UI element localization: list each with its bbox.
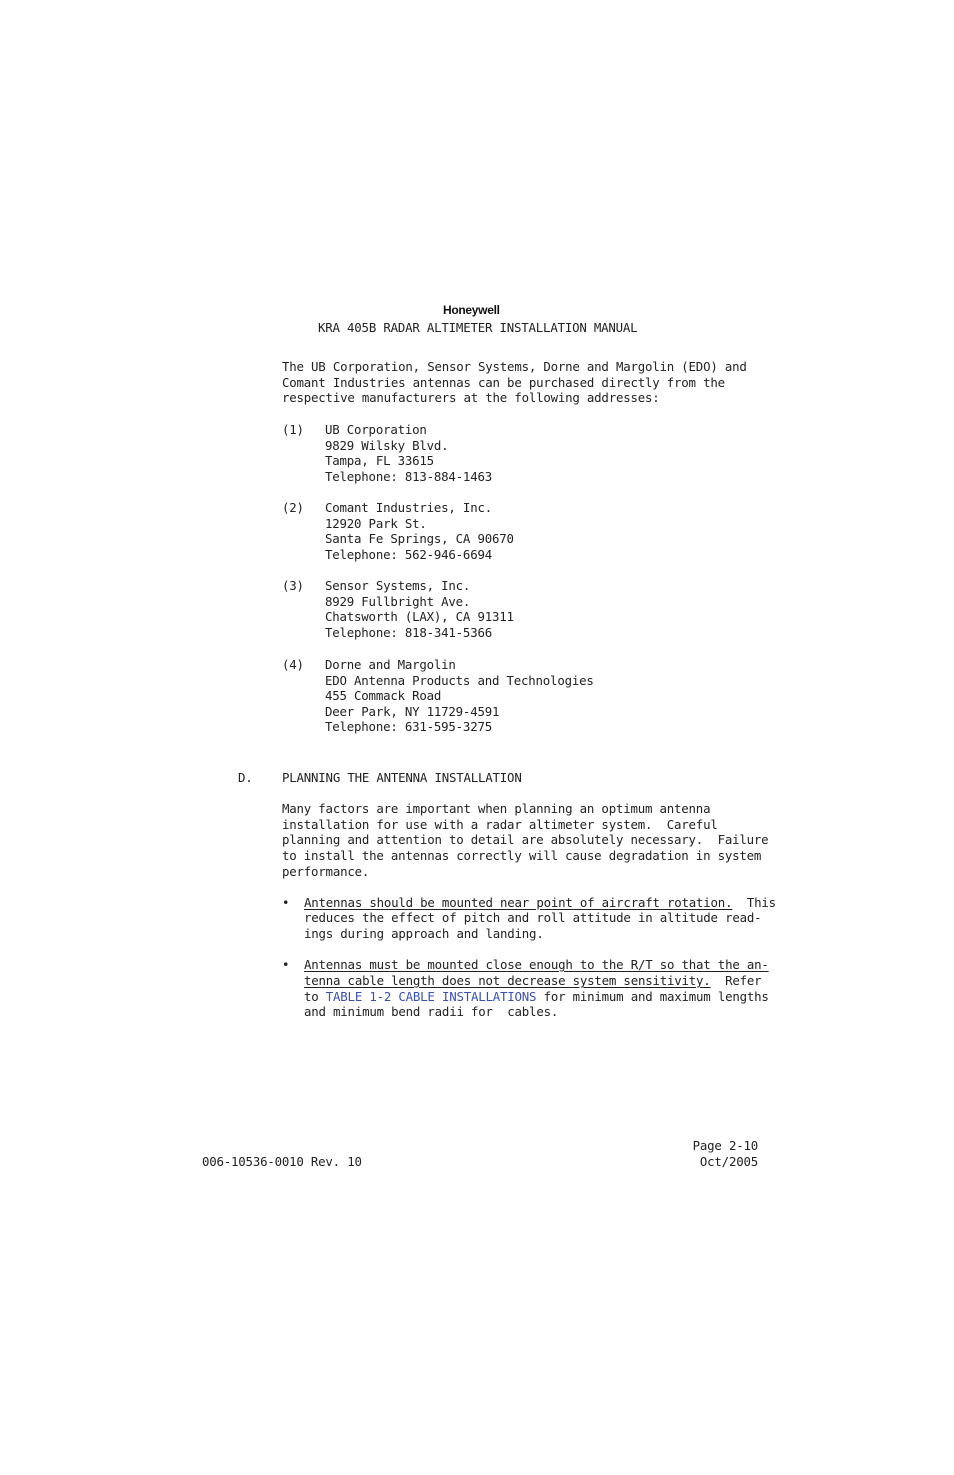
paragraph-line-2: installation for use with a radar altimeter system. Careful [282,817,718,832]
section-heading: PLANNING THE ANTENNA INSTALLATION [282,770,522,785]
address-line: Tampa, FL 33615 [325,453,434,469]
paragraph-line-1: Many factors are important when planning an optimum antenna [282,801,711,816]
bullet1-underlined-text: Antennas should be mounted near point of aircraft rotation. [304,895,733,910]
address-number: (2) [282,500,304,515]
address-line: 9829 Wilsky Blvd. [325,437,449,453]
intro-line-3: respective manufacturers at the following addresses: [282,390,660,405]
address-line: Deer Park, NY 11729-4591 [325,703,500,719]
intro-line-1: The UB Corporation, Sensor Systems, Dorne and Margolin (EDO) and [282,359,747,374]
address-block-sensor-systems [325,578,514,640]
address-line: Chatsworth (LAX), CA 91311 [325,609,514,625]
address-number: (3) [282,578,304,593]
address-line: Telephone: 562-946-6694 [325,546,492,562]
address-block-ub [325,422,492,484]
bullet1-line-3: ings during approach and landing. [304,926,544,941]
bullet2-line-4: and minimum bend radii for cables. [304,1004,559,1019]
address-number: (4) [282,657,304,672]
address-block-dorne-margolin [325,657,594,735]
bullet-icon: • [282,895,290,910]
address-line: Dorne and Margolin [325,657,456,672]
address-line: Telephone: 631-595-3275 [325,719,492,735]
address-line: UB Corporation [325,422,427,437]
address-line: Comant Industries, Inc. [325,500,492,515]
bullet2-text: Refer [710,973,762,988]
address-line: EDO Antenna Products and Technologies [325,672,594,688]
honeywell-logo: Honeywell [443,303,500,317]
address-line: Telephone: 818-341-5366 [325,624,492,640]
address-line: 8929 Fullbright Ave. [325,593,471,609]
bullet2-text: to [304,989,326,1004]
bullet1-text: This [732,895,776,910]
bullet-icon: • [282,957,290,972]
intro-line-2: Comant Industries antennas can be purchased directly from the [282,375,725,390]
bullet2-line-1 [304,957,769,973]
paragraph-line-4: to install the antennas correctly will cause degradation in system [282,848,762,863]
paragraph-line-5: performance. [282,864,370,879]
address-line: Santa Fe Springs, CA 90670 [325,531,514,547]
bullet2-text: for minimum and maximum lengths [536,989,769,1004]
table-1-2-link[interactable]: TABLE 1-2 CABLE INSTALLATIONS [325,989,537,1004]
manual-title: KRA 405B RADAR ALTIMETER INSTALLATION MANUAL [318,320,638,335]
bullet2-line-2 [304,973,761,989]
bullet1-line-2: reduces the effect of pitch and roll attitude in altitude read- [304,910,762,925]
address-line: 455 Commack Road [325,688,442,704]
bullet2-line-3 [304,989,769,1005]
address-number: (1) [282,422,304,437]
bullet2-underlined-text: Antennas must be mounted close enough to the R/T so that the an- [304,957,769,972]
bullet1-line-1 [304,895,776,911]
address-line: Telephone: 813-884-1463 [325,468,492,484]
revision-date: Oct/2005 [699,1154,758,1169]
section-letter: D. [238,770,253,785]
bullet2-underlined-text: tenna cable length does not decrease system sensitivity. [304,973,711,988]
paragraph-line-3: planning and attention to detail are absolutely necessary. Failure [282,832,769,847]
document-number: 006-10536-0010 Rev. 10 [202,1154,362,1169]
address-block-comant [325,500,514,562]
address-line: 12920 Park St. [325,515,427,531]
page-number: Page 2-10 [692,1138,758,1153]
address-line: Sensor Systems, Inc. [325,578,471,593]
